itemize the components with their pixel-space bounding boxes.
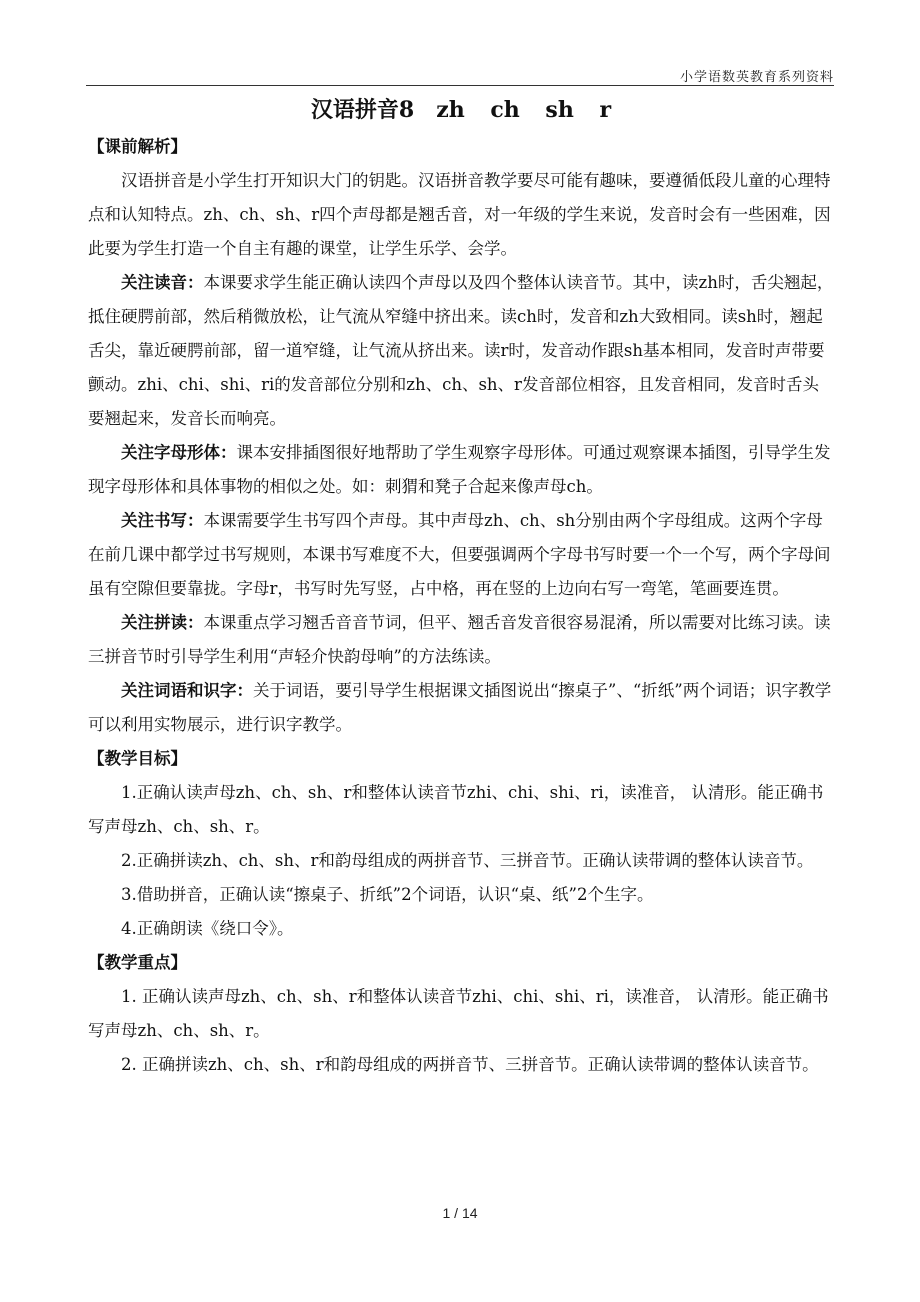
key-point-item-2: 2. 正确拼读zh、ch、sh、r和韵母组成的两拼音节、三拼音节。正确认读带调的整体认读音节。	[121, 1055, 819, 1074]
section-heading-analysis: 【课前解析】	[88, 137, 187, 156]
lead-reading: 关注读音：	[121, 273, 204, 292]
section-heading-key-points: 【教学重点】	[88, 953, 187, 972]
lead-shape: 关注字母形体：	[121, 443, 237, 462]
section-heading-goals: 【教学目标】	[88, 749, 187, 768]
header-rule	[86, 85, 834, 86]
paragraph-spelling	[88, 606, 834, 674]
title-pinyin: zh ch sh r	[436, 97, 612, 123]
goal-item-4: 4.正确朗读《绕口令》。	[121, 919, 294, 938]
paragraph-words	[88, 674, 834, 742]
header-note: 小学语数英教育系列资料	[679, 70, 834, 85]
lead-words: 关注词语和识字：	[121, 681, 253, 700]
key-point-item-1: 1. 正确认读声母zh、ch、sh、r和整体认读音节zhi、chi、shi、ri，读准音， 认清形。能正确书写声母zh、ch、sh、r。	[88, 987, 829, 1040]
lead-spelling: 关注拼读：	[121, 613, 204, 632]
goal-item-2: 2.正确拼读zh、ch、sh、r和韵母组成的两拼音节、三拼音节。正确认读带调的整体认读音节。	[121, 851, 814, 870]
paragraph-writing	[88, 504, 834, 606]
page-title	[88, 92, 834, 128]
goal-item-3: 3.借助拼音，正确认读“擦桌子、折纸”2个词语，认识“桌、纸”2个生字。	[121, 885, 654, 904]
page-number: 1 / 14	[442, 1205, 478, 1221]
text-reading: 本课要求学生能正确认读四个声母以及四个整体认读音节。其中，读zh时，舌尖翘起，抵住硬腭前部，然后稍微放松，让气流从窄缝中挤出来。读ch时，发音和zh大致相同。读sh时，翘起舌尖，靠近硬腭前部，留一道窄缝，让气流从挤出来。读r时，发音动作跟sh基本相同，发音时声带要颤动。zhi、chi、shi、ri的发音部位分别和zh、ch、sh、r发音部位相容，且发音相同，发音时舌头要翘起来，发音长而响亮。	[88, 273, 834, 428]
lead-writing: 关注书写：	[121, 511, 204, 530]
text-shape: 课本安排插图很好地帮助了学生观察字母形体。可通过观察课本插图，引导学生发现字母形体和具体事物的相似之处。如：刺猬和凳子合起来像声母ch。	[88, 443, 831, 496]
goal-item-1: 1.正确认读声母zh、ch、sh、r和整体认读音节zhi、chi、shi、ri，读准音， 认清形。能正确书写声母zh、ch、sh、r。	[88, 783, 824, 836]
paragraph-shape	[88, 436, 834, 504]
paragraph-intro: 汉语拼音是小学生打开知识大门的钥匙。汉语拼音教学要尽可能有趣味，要遵循低段儿童的心理特点和认知特点。zh、ch、sh、r四个声母都是翘舌音，对一年级的学生来说，发音时会有一些困难，因此要为学生打造一个自主有趣的课堂，让学生乐学、会学。	[88, 171, 831, 258]
paragraph-reading	[88, 266, 834, 436]
text-spelling: 本课重点学习翘舌音音节词，但平、翘舌音发音很容易混淆，所以需要对比练习读。读三拼音节时引导学生利用“声轻介快韵母响”的方法练读。	[88, 613, 831, 666]
title-main: 汉语拼音8	[310, 97, 415, 123]
text-words: 关于词语，要引导学生根据课文插图说出“擦桌子”、“折纸”两个词语；识字教学可以利用实物展示，进行识字教学。	[88, 681, 832, 734]
document-body	[88, 92, 834, 1082]
text-writing: 本课需要学生书写四个声母。其中声母zh、ch、sh分别由两个字母组成。这两个字母在前几课中都学过书写规则，本课书写难度不大，但要强调两个字母书写时要一个一个写，两个字母间虽有空隙但要靠拢。字母r，书写时先写竖，占中格，再在竖的上边向右写一弯笔，笔画要连贯。	[88, 511, 831, 598]
